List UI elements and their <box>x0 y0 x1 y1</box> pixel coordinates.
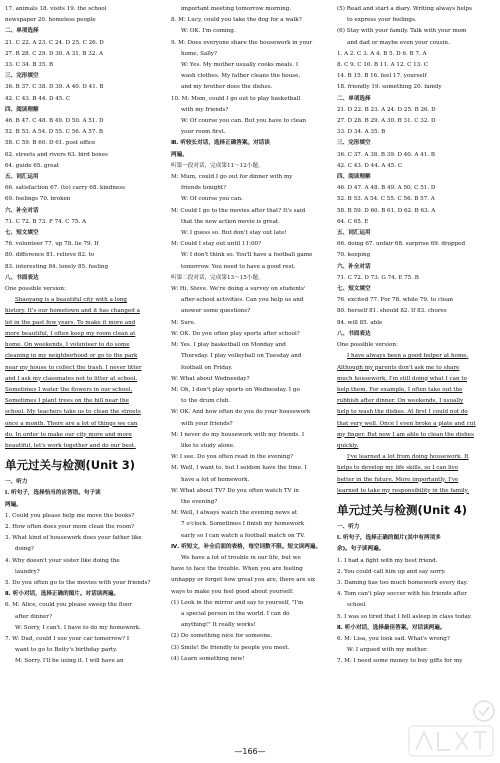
text-line: 69. feelings 70. broken <box>5 196 71 203</box>
text-line: help to wash the dishes. At first I could not do <box>337 409 468 416</box>
text-line: 64. C 65. E <box>337 218 369 225</box>
text-line: 64. guide 65. great <box>5 162 60 169</box>
text-line: 52. B 53. A 54. D 55. C 56. A 57. B <box>5 129 103 136</box>
text-line: help them. For example, I often take out the <box>337 386 463 393</box>
text-line: (4) Learn something new! <box>171 655 245 662</box>
text-line: We have a lot of trouble in our life, but we <box>181 554 301 561</box>
text-line: do. In order to make our city more and more <box>5 431 132 438</box>
text-line: and I ask my classmates not to litter at school. <box>5 375 138 382</box>
text-line: 21. C 22. A 23. C 24. D 25. C 26. D <box>5 39 104 46</box>
text-line: cleaning in my neighborhood or go to the park <box>5 353 138 360</box>
text-line: 6. M: Alice, could you please sweep the floor <box>5 602 132 609</box>
text-line: after-school activities. Can you help us and <box>181 297 304 304</box>
text-line: to the drum club. <box>181 398 231 405</box>
text-line: 27. D 28. B 29. A 30. B 31. C 32. D <box>337 118 436 125</box>
text-line: 14. B 15. B 16. feel 17. yourself <box>337 73 427 80</box>
text-line: Sometimes I plant trees on the hill near the <box>5 398 129 405</box>
text-line: 5. Do you often go to the movies with your friends? <box>5 579 151 586</box>
text-line: and my brother does the dishes. <box>181 84 273 91</box>
text-line: wash clothes. My father cleans the house, <box>181 73 301 80</box>
text-line: (2) Do something nice for someone. <box>171 633 273 640</box>
text-line: 36. B 37. C 38. D 39. A 40. D 41. B <box>5 84 104 91</box>
text-line: (5) Read and start a diary. Writing always helps <box>337 6 473 12</box>
section-heading: 四、阅读理解 <box>5 106 39 113</box>
text-line: W: What about TV? Do you often watch TV in <box>171 487 299 494</box>
text-line: 1. Could you please help me move the books? <box>5 512 135 519</box>
text-line: 18. friendly 19. something 20. family <box>337 84 442 91</box>
text-line: 6. M: Lisa, you look sad. What's wrong? <box>337 635 450 642</box>
section-heading: 三、完形填空 <box>337 140 371 147</box>
text-line: W: I guess so. But don't stay out late! <box>181 230 287 237</box>
text-line: 42. C 43. D 44. A 45. C <box>337 162 403 169</box>
text-line: important meeting tomorrow morning. <box>181 6 292 12</box>
section-heading: 一、听力 <box>337 523 360 530</box>
text-line: 80. difference 81. relieve 82. to <box>5 252 95 259</box>
section-heading: 五、词汇运用 <box>337 230 371 237</box>
text-line: and dad or maybe even your cousin. <box>347 39 450 46</box>
text-line: that very well. Once I even broke a plate and cut <box>337 420 476 427</box>
section-heading: 八、书面表达 <box>5 274 39 281</box>
text-line: the evening? <box>181 498 218 505</box>
section-heading: Ⅰ. 听句子，选择恰当的应答语。句子读 <box>5 490 101 497</box>
section-heading: Ⅳ. 听短文，补全后面的表格，每空词数不限。短文读两遍。 <box>171 543 322 550</box>
text-line: 听第一段对话，完成第11～12小题。 <box>171 162 264 169</box>
text-line: school. My teachers take us to clean the streets <box>5 409 141 416</box>
text-line: W: Sorry, I can't. I have to do my homework. <box>15 624 141 631</box>
section-heading: 七、短文填空 <box>5 230 39 237</box>
text-line: M: Well, I want to, but I seldom have the time. I <box>171 465 307 472</box>
text-line: to express your feelings. <box>347 17 417 24</box>
text-line: 46. D 47. A 48. B 49. A 50. C 51. D <box>337 185 436 192</box>
column-middle <box>171 4 329 665</box>
text-line: more beautiful, I often keep my room clean at <box>5 330 136 337</box>
text-line: with my friends? <box>181 106 229 113</box>
text-line: 8. M: Lucy, could you take the dog for a walk? <box>171 17 302 24</box>
text-line: Shaoyang is a beautiful city with a long <box>15 297 128 304</box>
text-line: helps to develop my life skills, so I can live <box>337 465 459 472</box>
section-heading: Ⅱ. 听小对话，选择最佳答案。对话读两遍。 <box>337 624 446 631</box>
text-line: 66. doing 67. unfair 68. surprise 69. dropped <box>337 241 466 248</box>
text-line: have a lot of homework. <box>181 476 250 483</box>
unit-title: 单元过关与检测(Unit 4) <box>337 502 467 517</box>
text-line: W: Yes. My mother usually cooks meals. I <box>181 62 299 69</box>
text-line: (1) Look in the mirror and say to yourself, "I'm <box>171 599 304 606</box>
text-line: W: OK. Do you often play sports after school? <box>171 330 300 337</box>
stamp-logo-icon <box>472 699 496 723</box>
text-line: quickly. <box>337 442 359 449</box>
text-line: I've learned a lot from doing housework. It <box>347 454 469 461</box>
text-line: after dinner? <box>15 613 52 620</box>
text-line: tomorrow. You need to have a good rest. <box>181 263 296 270</box>
text-line: W: Of course you can. But you have to clean <box>181 118 307 125</box>
text-line: W: I don't think so. You'll have a football game <box>181 252 313 259</box>
text-line: 27. B 28. C 29. D 30. A 31. B 32. A <box>5 50 103 57</box>
text-line: with your friends? <box>181 420 233 427</box>
section-heading: 一、听力 <box>5 479 28 486</box>
section-heading: Ⅱ. 听小对话，选择正确的图片。对话读两遍。 <box>5 591 120 598</box>
text-line: W: Hi, Steve. We're doing a survey on students' <box>171 286 306 293</box>
text-line: 8. C 9. C 10. B 11. A 12. C 13. C <box>337 62 429 69</box>
text-line: home, Sally? <box>181 50 218 57</box>
text-line: want to go to Betty's birthday party. <box>15 647 118 654</box>
section-heading: 二、单项选择 <box>337 95 371 102</box>
text-line: 听第二段对话，完成第13～15小题。 <box>171 274 264 281</box>
text-line: 66. satisfaction 67. (to) carry 68. kindness <box>5 185 125 192</box>
text-line: M: I never do my housework with my friends. I <box>171 431 305 438</box>
text-line: lot in the past few years. To make it more and <box>5 319 136 326</box>
text-line: beautiful, let's work together and do our best. <box>5 442 136 449</box>
section-heading: 二、单项选择 <box>5 28 39 35</box>
text-line: W: I argued with my mother. <box>347 647 428 654</box>
text-line: once a month. There are a lot of things we can <box>5 420 138 427</box>
text-line: near my house to collect the trash. I never litter <box>5 364 142 371</box>
text-line: your room first. <box>181 129 226 136</box>
text-line: 46. B 47. C 48. B 49. D 50. A 51. D <box>5 118 104 125</box>
section-heading: 两遍。 <box>171 151 188 158</box>
section-heading: 六、补全对话 <box>337 263 371 270</box>
section-heading: Ⅲ. 听较长对话，选择正确答案。对话读 <box>171 140 270 147</box>
text-line: 3. Daming has too much homework every day. <box>337 579 468 586</box>
text-line: like to study alone. <box>181 442 235 449</box>
text-line: rubbish after dinner. On weekends, I usually <box>337 398 464 405</box>
section-heading: 五、词汇运用 <box>5 174 39 181</box>
text-line: (6) Stay with your family. Talk with your mom <box>337 28 467 35</box>
text-line: answer some questions? <box>181 308 251 315</box>
section-heading: Ⅰ. 听句子，选择正确的图片(其中有两项多 <box>337 535 441 542</box>
text-line: ways to make you feel good about yourself. <box>171 588 294 595</box>
text-line: 70. keeping <box>337 252 371 259</box>
text-line: Thursday. I play volleyball on Tuesday and <box>181 353 302 360</box>
text-line: that the new action movie is great. <box>181 218 280 225</box>
section-heading: 余)。句子读两遍。 <box>337 546 385 553</box>
text-line: 42. C 43. B 44. D 45. C <box>5 95 71 102</box>
text-line: W: What about Wednesday? <box>171 375 250 382</box>
text-line: 9. M: Does everyone share the housework in your <box>171 39 313 46</box>
text-line: much housework, I'm still doing what I can to <box>337 375 467 382</box>
text-line: 17. animals 18. visits 19. the school <box>5 6 107 12</box>
text-line: M: Sorry. I'll be using it. I will have an <box>15 658 124 665</box>
section-heading: 七、短文填空 <box>337 286 371 293</box>
text-line: laundry? <box>15 568 40 575</box>
section-heading: 六、补全对话 <box>5 207 39 214</box>
text-line: anything!" It really works! <box>181 622 256 629</box>
text-line: 84. will 85. able <box>337 319 383 326</box>
text-line: (3) Smile! Be friendly to people you meet. <box>171 644 290 651</box>
text-line: learned to take my responsibility in the family. <box>337 487 469 494</box>
text-line: friends tonight? <box>181 185 227 192</box>
text-line: a special person in the world. I can do <box>181 610 290 617</box>
text-line: 5. I was so tired that I fell asleep in class today. <box>337 613 472 620</box>
text-line: football on Friday. <box>181 364 233 371</box>
text-line: M: Mum, could I go out for dinner with my <box>171 174 293 181</box>
text-line: 21. D 22. B 23. A 24. D 25. B 26. D <box>337 106 436 113</box>
text-line: 2. You could call him up and say sorry. <box>337 568 446 575</box>
text-line: 10. M: Mom, could I go out to play basketball <box>171 95 301 102</box>
text-line: 80. herself 81. should 82. If 83. chores <box>337 308 447 315</box>
text-line: early so I can watch a football match on TV. <box>181 532 305 539</box>
text-line: I have always been a good helper at home. <box>347 353 469 360</box>
text-line: M: Well, I always watch the evening news at <box>171 510 298 517</box>
text-line: Although my parents don't ask me to share <box>337 364 460 371</box>
text-line: W: OK. I'm coming. <box>181 28 236 35</box>
text-line: 76. volunteer 77. up 78. lie 79. If <box>5 241 99 248</box>
page-number: —166— <box>234 747 266 756</box>
text-line: One possible version: <box>337 342 398 349</box>
text-line: my finger. But now I am able to clean the dishes <box>337 431 474 438</box>
text-line: 33. D 34. A 35. B <box>337 129 386 136</box>
text-line: W: Of course you can. <box>181 196 243 203</box>
section-heading: 四、阅读理解 <box>337 174 371 181</box>
text-line: M: Sure. <box>171 319 196 326</box>
text-line: better in the future. More importantly, I've <box>337 476 459 483</box>
column-right <box>337 4 495 668</box>
text-line: 1. A 2. C 3. A 4. B 5. D 6. B 7. A <box>337 50 427 57</box>
text-line: 76. excited 77. For 78. while 79. to clean <box>337 297 454 304</box>
text-line: 7. M: I need some money to buy gifts for my <box>337 658 463 665</box>
text-line: Sometimes I water the flowers in our school. <box>5 386 133 393</box>
text-line: history. It's our hometown and it has changed a <box>5 308 140 315</box>
text-line: 58. B 59. D 60. B 61. D 62. B 63. A <box>337 207 436 214</box>
text-line: 2. How often does your mom clean the room? <box>5 523 135 530</box>
text-line: home. On weekends, I volunteer to do some <box>5 342 130 349</box>
text-line: 4. Why doesn't your sister like doing the <box>5 557 120 564</box>
text-line: One possible version: <box>5 286 66 293</box>
text-line: W: OK. And how often do you do your housework <box>171 409 311 416</box>
column-left <box>5 4 162 668</box>
section-heading: 八、书面表达 <box>337 330 371 337</box>
text-line: 1. I had a fight with my best friend. <box>337 557 438 564</box>
section-heading: 三、完形填空 <box>5 73 39 80</box>
text-line: 7. W: Dad, could I use your car tomorrow? I <box>5 635 130 642</box>
text-line: 7 o'clock. Sometimes I finish my homework <box>181 521 305 528</box>
text-line: unhappy or forget how great you are, there are six <box>171 577 316 584</box>
text-line: M: Could I go to the movies after that? It's said <box>171 207 306 214</box>
text-line: 33. C 34. B 35. B <box>5 62 54 69</box>
text-line: 58. C 59. B 60. D 61. post office <box>5 140 96 147</box>
text-line: doing? <box>15 546 34 553</box>
text-line: M: Yes. I play basketball on Monday and <box>171 342 286 349</box>
text-line: M: Could I stay out until 11:00? <box>171 241 262 248</box>
text-line: 62. streets and rivers 63. bird boxes <box>5 151 108 158</box>
text-line: 36. C 37. A 38. B 39. D 40. A 41. B <box>337 151 435 158</box>
text-line: school. <box>347 602 367 609</box>
unit-title: 单元过关与检测(Unit 3) <box>5 458 135 473</box>
text-line: W: I see. Do you often read in the evening? <box>171 454 294 461</box>
text-line: 71. C 72. B 73. F 74. C 75. A <box>5 218 87 225</box>
text-line: newspaper 20. homeless people <box>5 17 96 24</box>
text-line: 71. C 72. D 73. G 74. E 75. B <box>337 274 419 281</box>
text-line: 52. B 53. A 54. C 55. C 56. B 57. A <box>337 196 435 203</box>
text-line: M: Oh, I don't play sports on Wednesday. I go <box>171 386 300 393</box>
text-line: 4. Tom can't play soccer with his friends after <box>337 591 467 598</box>
text-line: 83. interesting 84. lonely 85. feeling <box>5 263 109 270</box>
text-line: 3. What kind of housework does your father like <box>5 535 142 542</box>
section-heading: 两遍。 <box>5 501 22 508</box>
text-line: have to face the trouble. When you are feeling <box>171 566 303 573</box>
